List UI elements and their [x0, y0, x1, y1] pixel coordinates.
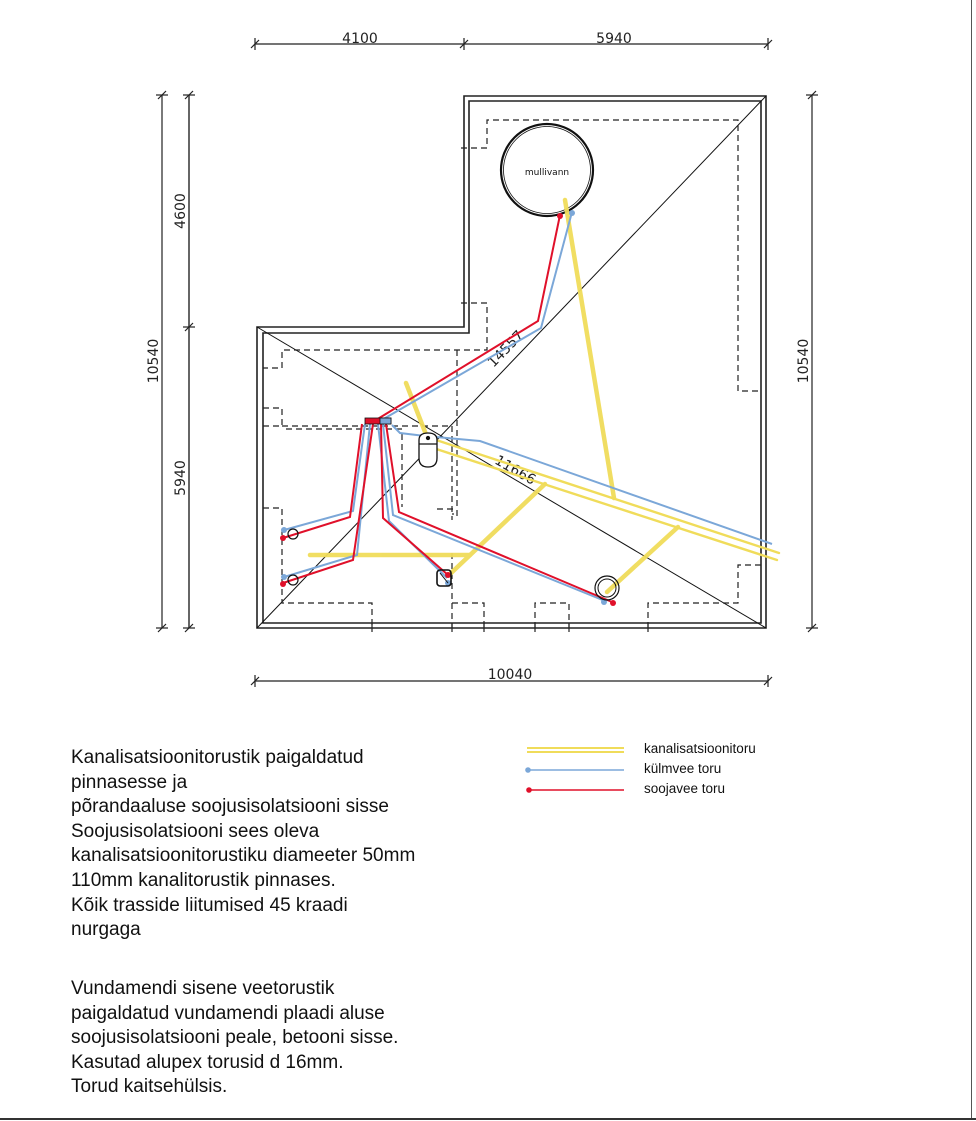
cold-pipe-sink-1	[284, 424, 365, 530]
note-line: Kasutad alupex torusid d 16mm.	[71, 1051, 344, 1073]
note-line: Kanalisatsioonitorustik paigaldatud	[71, 747, 364, 768]
sewer-pipes	[310, 200, 779, 592]
cold-pipe-main	[392, 425, 772, 544]
sewer-main-line-1	[427, 437, 779, 553]
hot-pipe-hottub	[376, 215, 560, 420]
hot-water-pipes	[283, 215, 612, 602]
legend-label-hot: soojavee toru	[644, 781, 726, 796]
dim-left-upper: 4600	[173, 193, 189, 229]
sink-icons	[288, 529, 298, 585]
dim-diagonal-1: 14557	[484, 327, 528, 371]
hot-tub	[501, 124, 593, 216]
sewer-main-line-2	[424, 445, 777, 560]
note-line: Torud kaitsehülsis.	[71, 1076, 228, 1098]
note-line: 110mm kanalitorustik pinnases.	[71, 869, 336, 891]
diagonal-line-1	[257, 96, 766, 628]
dim-left-outer: 10540	[146, 338, 162, 384]
hot-tub-label: mullivann	[524, 168, 570, 178]
notes-sewer	[71, 746, 415, 943]
notes-water	[71, 977, 398, 1100]
cold-pipe-shower	[383, 424, 605, 601]
manifold	[365, 418, 391, 424]
page-border-right	[971, 0, 972, 1119]
legend-label-sewer: kanalisatsioonitoru	[644, 741, 756, 756]
page-border-bottom	[0, 1118, 976, 1120]
legend-label-cold: külmvee toru	[644, 761, 722, 776]
hot-pipe-sink-1	[283, 424, 362, 538]
dim-top-left: 4100	[342, 31, 378, 47]
pipe-endpoints	[280, 210, 616, 606]
note-line: soojusisolatsiooni peale, betooni sisse.	[71, 1027, 399, 1049]
note-line: Soojusisolatsiooni sees oleva	[71, 820, 320, 842]
note-line: paigaldatud vundamendi plaadi aluse	[71, 1002, 385, 1024]
note-line: Kõik trasside liitumised 45 kraadi	[71, 894, 348, 916]
sewer-pipe-branch-floor	[449, 484, 545, 575]
dim-top-right: 5940	[596, 31, 632, 47]
hot-swatch-icon	[524, 786, 628, 794]
dim-diagonal-2: 11666	[491, 452, 539, 489]
note-line: pinnasesse ja	[71, 771, 188, 793]
note-line: nurgaga	[71, 919, 141, 941]
diagonals	[257, 96, 766, 628]
sewer-pipe-hottub	[565, 200, 614, 498]
note-line: kanalisatsioonitorustiku diameeter 50mm	[71, 845, 416, 867]
cold-swatch-icon	[524, 766, 628, 774]
dim-left-lower: 5940	[173, 460, 189, 496]
manifold-cold	[380, 418, 391, 424]
note-line: põrandaaluse soojusisolatsiooni sisse	[71, 796, 389, 818]
cold-water-pipes	[284, 212, 772, 601]
note-line: Vundamendi sisene veetorustik	[71, 978, 335, 999]
dim-bottom: 10040	[487, 667, 533, 683]
sewer-swatch-icon	[524, 746, 628, 754]
dim-right: 10540	[796, 338, 812, 384]
shower-drain-icon	[595, 576, 619, 600]
toilet-icon	[419, 433, 437, 467]
